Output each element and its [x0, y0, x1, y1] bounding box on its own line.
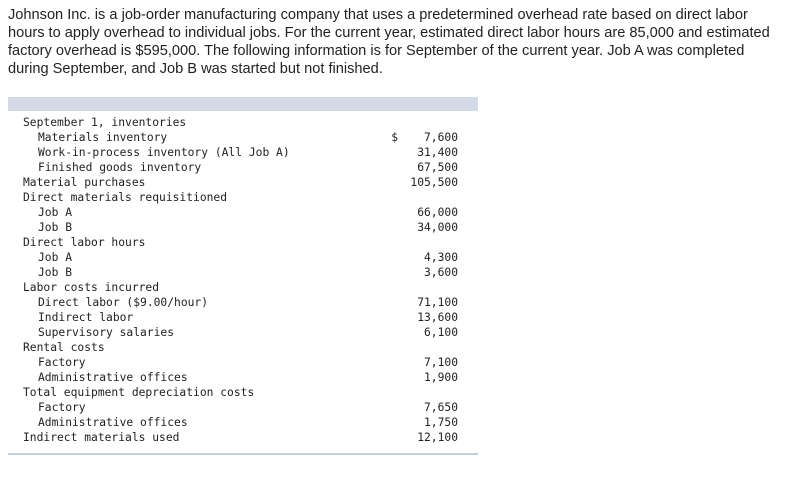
row-label: Direct materials requisitioned	[23, 191, 228, 204]
row-label: Administrative offices	[38, 416, 188, 429]
table-row	[8, 175, 478, 190]
table-row	[8, 130, 478, 145]
row-value	[408, 235, 458, 250]
row-label: Job A	[38, 206, 73, 219]
table-row	[8, 310, 478, 325]
row-amount	[328, 250, 478, 265]
row-value: 3,600	[423, 266, 458, 279]
data-table	[8, 97, 478, 455]
row-label: Administrative offices	[38, 371, 188, 384]
table-row	[8, 220, 478, 235]
row-amount	[328, 190, 478, 205]
row-value: 1,900	[423, 371, 458, 384]
row-label: Total equipment depreciation costs	[23, 386, 255, 399]
row-label: Factory	[38, 356, 86, 369]
table-row	[8, 340, 478, 355]
row-amount	[328, 130, 478, 145]
row-label: Job B	[38, 221, 73, 234]
row-value: 7,600	[423, 131, 458, 144]
row-amount	[328, 235, 478, 250]
table-row	[8, 145, 478, 160]
table-row	[8, 370, 478, 385]
row-value	[408, 385, 458, 400]
row-value	[408, 340, 458, 355]
row-value: 67,500	[417, 161, 458, 174]
row-amount	[328, 310, 478, 325]
table-row	[8, 235, 478, 250]
table-body	[8, 111, 478, 453]
row-amount	[328, 205, 478, 220]
table-row	[8, 160, 478, 175]
table-header-bar	[8, 97, 478, 111]
row-label: Indirect materials used	[23, 431, 180, 444]
row-amount	[328, 355, 478, 370]
table-row	[8, 355, 478, 370]
row-amount	[328, 175, 478, 190]
row-label: Indirect labor	[38, 311, 134, 324]
table-row	[8, 115, 478, 130]
row-value: 1,750	[423, 416, 458, 429]
row-amount	[328, 340, 478, 355]
row-value	[408, 115, 458, 130]
row-value: 7,100	[423, 356, 458, 369]
row-value: 13,600	[417, 311, 458, 324]
table-row	[8, 205, 478, 220]
row-amount	[328, 220, 478, 235]
table-row	[8, 385, 478, 400]
row-amount	[328, 265, 478, 280]
table-row	[8, 265, 478, 280]
table-row	[8, 415, 478, 430]
row-value: 66,000	[417, 206, 458, 219]
row-label: Factory	[38, 401, 86, 414]
row-label: Work-in-process inventory (All Job A)	[38, 146, 290, 159]
currency-symbol: $	[391, 131, 398, 144]
table-row	[8, 280, 478, 295]
row-amount	[328, 145, 478, 160]
row-label: Job A	[38, 251, 73, 264]
table-row	[8, 250, 478, 265]
table-row	[8, 400, 478, 415]
row-label: Job B	[38, 266, 73, 279]
table-row	[8, 190, 478, 205]
row-amount	[328, 415, 478, 430]
row-value: 31,400	[417, 146, 458, 159]
row-value: 7,650	[423, 401, 458, 414]
row-value: 12,100	[417, 431, 458, 444]
row-value: 34,000	[417, 221, 458, 234]
row-value: 71,100	[417, 296, 458, 309]
row-label: Direct labor hours	[23, 236, 146, 249]
row-amount	[328, 160, 478, 175]
row-value	[408, 190, 458, 205]
row-value	[408, 280, 458, 295]
row-amount	[328, 385, 478, 400]
row-amount	[328, 325, 478, 340]
row-label: Rental costs	[23, 341, 105, 354]
row-label: Finished goods inventory	[38, 161, 202, 174]
row-label: Materials inventory	[38, 131, 168, 144]
row-value: 105,500	[410, 176, 458, 189]
row-amount	[328, 295, 478, 310]
table-row	[8, 430, 478, 445]
row-amount	[328, 400, 478, 415]
row-amount	[328, 370, 478, 385]
row-amount	[328, 115, 478, 130]
row-label: September 1, inventories	[23, 116, 187, 129]
row-value: 4,300	[423, 251, 458, 264]
row-label: Labor costs incurred	[23, 281, 160, 294]
row-amount	[328, 430, 478, 445]
row-amount	[328, 280, 478, 295]
row-label: Direct labor ($9.00/hour)	[38, 296, 209, 309]
row-label: Material purchases	[23, 176, 146, 189]
problem-statement: Johnson Inc. is a job-order manufacturing company that uses a predetermined overhead rate based on direct labor hours to apply overhead to individual jobs. For the current year, estimated direct labor hours are 85,000 and estimated factory overhead is $595,000. The following information is for September of the current year. Job A was completed during September, and Job B was started but not finished.	[8, 7, 770, 77]
row-label: Supervisory salaries	[38, 326, 175, 339]
row-value: 6,100	[423, 326, 458, 339]
table-row	[8, 325, 478, 340]
table-row	[8, 295, 478, 310]
